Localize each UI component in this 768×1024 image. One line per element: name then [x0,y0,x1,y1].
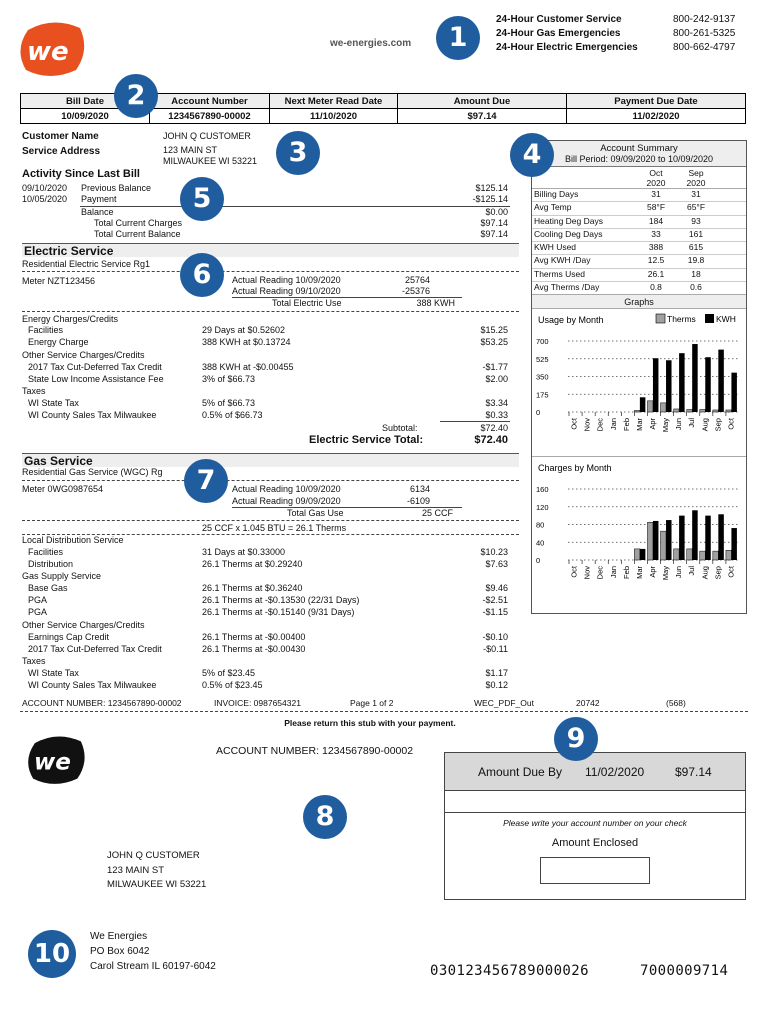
gas-conversion: 25 CCF x 1.045 BTU = 26.1 Therms [202,523,347,533]
account-summary-period: Bill Period: 09/09/2020 to 10/09/2020 [532,154,746,167]
bar-kwh [679,516,684,560]
summary-col2-year: 2020 [686,178,706,188]
bar-therms [634,549,639,560]
x-tick-label: Oct [569,566,579,579]
summary-row-v1: 26.1 [647,268,665,279]
payment-stub-box [444,752,746,900]
bill-date-value: 10/09/2020 [21,109,150,124]
activity-desc: Total Current Charges [94,218,183,228]
summary-row-v1: 31 [651,189,661,199]
subtotal-divider [440,421,510,422]
y-tick-label: 0 [536,556,541,566]
callout-badge-9: 9 [554,717,598,761]
activity-title: Activity Since Last Bill [22,168,140,180]
charge-desc: PGA [28,595,48,605]
customer-name: JOHN Q CUSTOMER [163,131,251,141]
stub-customer-street: 123 MAIN ST [107,865,165,876]
activity-amount: -$125.14 [472,194,508,204]
bar-kwh [653,521,658,560]
charge-amount: $2.00 [485,374,508,384]
customer-street: 123 MAIN ST [163,145,218,155]
customer-city: MILWAUKEE WI 53221 [163,156,258,166]
charge-amount: $1.17 [485,668,508,678]
amount-due-value: $97.14 [398,109,567,124]
gas-divider [22,480,519,481]
gas-meter: Meter 0WG0987654 [22,484,104,494]
bar-kwh [653,359,658,413]
summary-row-label: KWH Used [534,242,577,253]
bar-therms [713,410,718,412]
header-payment-due-date: Payment Due Date [567,94,746,109]
bar-therms [713,552,718,561]
activity-amount: $97.14 [480,218,508,228]
bar-kwh [692,511,697,561]
y-tick-label: 0 [536,408,541,418]
bar-therms [661,532,666,561]
x-tick-label: May [661,418,671,433]
stub-customer-name: JOHN Q CUSTOMER [107,850,200,861]
footer-account-number: ACCOUNT NUMBER: 1234567890-00002 [22,698,182,708]
legend-label-kwh: KWH [716,314,736,325]
summary-row-label: Billing Days [534,189,579,199]
activity-desc: Balance [81,207,114,217]
charge-desc: Earnings Cap Credit [28,632,110,642]
bar-kwh [640,549,645,560]
legend-label-therms: Therms [667,314,696,325]
x-tick-label: Oct [726,418,736,431]
gas-divider [22,520,519,521]
contact-label: 24-Hour Customer Service [496,14,622,25]
x-tick-label: Sep [713,418,723,432]
bar-kwh [731,373,736,412]
charge-detail: 5% of $23.45 [202,668,256,678]
electric-reading2-value: -25376 [401,286,430,296]
x-tick-label: Jun [674,418,684,431]
next-read-date-value: 11/10/2020 [270,109,398,124]
charge-detail: 388 KWH at -$0.00455 [202,362,294,372]
gas-reading1-label: Actual Reading 10/09/2020 [232,484,341,494]
y-tick-label: 120 [536,503,549,513]
activity-amount: $0.00 [485,207,508,217]
summary-row-v2: 161 [688,228,704,239]
x-tick-label: Aug [700,418,710,432]
x-tick-label: Mar [634,418,644,432]
charge-desc: Taxes [22,656,46,666]
x-tick-label: Oct [569,418,579,431]
y-tick-label: 525 [536,355,549,365]
service-address-label: Service Address [22,146,101,157]
charges-by-month-chart [532,457,746,605]
customer-name-label: Customer Name [22,131,99,142]
legend-swatch-therms [656,314,665,323]
stub-due-date: 11/02/2020 [585,765,645,779]
electric-total-label: Electric Service Total: [309,434,424,446]
charge-detail: 26.1 Therms at -$0.15140 (9/31 Days) [202,607,355,617]
charge-desc: Gas Supply Service [22,571,102,581]
stub-cut-line [20,711,748,712]
contact-phone: 800-261-5325 [673,28,736,39]
summary-row-label: Heating Deg Days [534,215,603,226]
contact-list [496,14,746,56]
chart-title: Charges by Month [538,463,612,474]
x-tick-label: Sep [713,566,723,580]
svg-text:we: we [33,749,71,776]
y-tick-label: 40 [536,538,545,548]
bar-therms [647,401,652,412]
x-tick-label: Jul [687,566,697,576]
payment-due-date-value: 11/02/2020 [567,109,746,124]
bar-kwh [731,528,736,560]
summary-rows [532,189,746,295]
charge-desc: Base Gas [28,583,68,593]
summary-row-v2: 0.6 [690,282,702,293]
bar-therms [634,411,639,413]
charge-detail: 0.5% of $23.45 [202,680,263,690]
y-tick-label: 350 [536,372,549,382]
summary-row-v1: 58°F [646,202,666,213]
header-amount-due: Amount Due [398,94,567,109]
y-tick-label: 80 [536,520,545,530]
footer-seq: (568) [666,698,686,708]
bar-therms [700,410,705,413]
charge-detail: 26.1 Therms at $0.36240 [202,583,303,593]
summary-row-v2: 615 [688,242,704,253]
summary-row-label: Avg KWH /Day [534,255,591,266]
x-tick-label: Jun [674,566,684,579]
charge-amount: $15.25 [480,325,508,335]
x-tick-label: Jul [687,418,697,428]
charge-amount: $7.63 [485,559,508,569]
electric-divider [22,271,519,272]
bar-therms [700,552,705,561]
electric-reading1-value: 25764 [404,275,430,285]
charge-amount: -$0.11 [483,644,508,654]
bar-therms [726,551,731,561]
bar-kwh [666,520,671,560]
charge-desc: PGA [28,607,48,617]
remit-box: PO Box 6042 [90,946,150,957]
charge-desc: State Low Income Assistance Fee [28,374,164,384]
electric-reading1-label: Actual Reading 10/09/2020 [232,275,341,285]
usage-by-month-chart [532,309,746,457]
we-energies-logo [18,20,88,76]
electric-rate: Residential Electric Service Rg1 [22,259,151,269]
summary-row-v1: 0.8 [650,282,662,293]
write-account-note: Please write your account number on your check [503,818,687,828]
summary-row-label: Avg Temp [534,202,572,213]
bar-kwh [705,516,710,560]
contact-phone: 800-242-9137 [673,14,736,25]
gas-rate: Residential Gas Service (WGC) Rg [22,467,163,477]
contact-label: 24-Hour Electric Emergencies [496,42,638,53]
activity-amount: $97.14 [480,229,508,239]
stub-customer-city: MILWAUKEE WI 53221 [107,879,207,890]
bar-therms [674,549,679,560]
charge-amount: -$1.77 [482,362,508,372]
electric-subtotal-value: $72.40 [480,423,508,433]
bar-kwh [705,358,710,413]
bar-kwh [718,515,723,561]
charge-desc: Other Service Charges/Credits [22,620,145,630]
electric-subtotal-label: Subtotal: [382,423,418,433]
bar-therms [661,403,666,412]
x-tick-label: Apr [648,566,657,579]
charge-detail: 388 KWH at $0.13724 [202,337,291,347]
x-tick-label: Oct [726,566,736,579]
x-tick-label: Jan [608,418,618,431]
header-account-number: Account Number [150,94,270,109]
scan-line-right: 7000009714 [640,963,729,979]
amount-enclosed-input[interactable] [540,857,650,884]
header-next-read-date: Next Meter Read Date [270,94,398,109]
activity-desc: Previous Balance [81,183,152,193]
summary-row-v1: 33 [651,228,661,239]
charge-desc: Taxes [22,386,46,396]
remit-name: We Energies [90,931,148,942]
charge-detail: 26.1 Therms at $0.29240 [202,559,303,569]
footer-invoice: INVOICE: 0987654321 [214,698,301,708]
activity-desc: Payment [81,194,117,204]
charge-amount: -$1.15 [482,607,508,617]
gas-reading2-label: Actual Reading 09/09/2020 [232,496,341,506]
summary-row-v2: 93 [691,215,701,226]
summary-row-v2: 65°F [686,202,706,213]
x-tick-label: Dec [595,566,605,580]
charge-desc: Distribution [28,559,74,569]
summary-row-v1: 184 [648,215,664,226]
bar-therms [687,410,692,413]
charge-detail: 29 Days at $0.52602 [202,325,286,335]
x-tick-label: Feb [621,418,631,432]
summary-row-v1: 388 [648,242,664,253]
charge-desc: WI County Sales Tax Milwaukee [28,680,157,690]
x-tick-label: Jan [608,566,618,579]
footer-page: Page 1 of 2 [350,698,394,708]
charge-detail: 26.1 Therms at -$0.13530 (22/31 Days) [202,595,360,605]
bar-therms [726,410,731,412]
charge-desc: Facilities [28,547,64,557]
amount-due-by-label: Amount Due By [478,765,563,779]
x-tick-label: May [661,566,671,581]
summary-row-v2: 19.8 [687,255,705,266]
charge-amount: $0.12 [485,680,508,690]
activity-date: 10/05/2020 [22,194,68,204]
scan-line-left: 030123456789000026 [430,963,589,979]
callout-badge-3: 3 [276,131,320,175]
summary-row-label: Therms Used [534,268,586,279]
activity-date: 09/10/2020 [22,183,68,193]
electric-use-value: 388 KWH [416,298,455,308]
gas-use-value: 25 CCF [421,508,453,518]
amount-enclosed-label: Amount Enclosed [551,837,639,849]
charge-desc: Energy Charge [28,337,89,347]
callout-badge-4: 4 [510,133,554,177]
x-tick-label: Aug [700,566,710,580]
callout-badge-7: 7 [184,459,228,503]
x-tick-label: Apr [648,418,657,431]
charge-desc: WI County Sales Tax Milwaukee [28,410,157,420]
summary-row-v2: 18 [691,268,701,279]
y-tick-label: 160 [536,485,549,495]
bar-therms [687,549,692,560]
charge-detail: 0.5% of $66.73 [202,410,263,420]
callout-badge-2: 2 [114,74,158,118]
return-stub-note: Please return this stub with your payment. [284,718,456,728]
charge-amount: $0.33 [485,410,508,420]
remit-city: Carol Stream IL 60197-6042 [90,961,216,972]
charge-amount: -$0.10 [482,632,508,642]
account-number-value: 1234567890-00002 [150,109,270,124]
gas-reading2-value: -6109 [406,496,430,506]
stub-amount: $97.14 [675,765,712,779]
x-tick-label: Mar [634,566,644,580]
account-summary-title: Account Summary [532,141,746,154]
summary-row-v2: 31 [691,189,701,199]
summary-row-label: Cooling Deg Days [534,228,603,239]
charge-desc: Local Distribution Service [22,535,124,545]
callout-badge-1: 1 [436,16,480,60]
charge-desc: 2017 Tax Cut-Deferred Tax Credit [28,644,162,654]
gas-section-title: Gas Service [22,453,519,467]
stub-account-number: ACCOUNT NUMBER: 1234567890-00002 [216,745,414,757]
y-tick-label: 700 [536,337,549,347]
summary-col2-month: Sep [688,168,704,178]
activity-amount: $125.14 [475,183,508,193]
legend-swatch-kwh [705,314,714,323]
bar-kwh [679,354,684,413]
summary-col1-month: Oct [649,168,663,178]
contact-label: 24-Hour Gas Emergencies [496,28,621,39]
summary-row-label: Avg Therms /Day [534,282,600,293]
charge-desc: WI State Tax [28,398,79,408]
bar-kwh [640,398,645,413]
callout-badge-10: 10 [28,930,76,978]
x-tick-label: Dec [595,418,605,432]
charge-amount: $3.34 [485,398,508,408]
callout-badge-5: 5 [180,177,224,221]
bar-therms [647,523,652,561]
activity-desc: Total Current Balance [94,229,181,239]
contact-phone: 800-662-4797 [673,42,736,53]
account-summary-panel [531,140,747,614]
header-bill-date: Bill Date [21,94,150,109]
gas-reading1-value: 6134 [409,484,430,494]
charge-desc: 2017 Tax Cut-Deferred Tax Credit [28,362,162,372]
callout-badge-8: 8 [303,795,347,839]
summary-row-v1: 12.5 [647,255,665,266]
charge-amount: $9.46 [485,583,508,593]
electric-reading2-label: Actual Reading 09/10/2020 [232,286,341,296]
charge-amount: -$2.51 [482,595,508,605]
charge-amount: $10.23 [480,547,508,557]
charge-desc: WI State Tax [28,668,79,678]
charge-detail: 5% of $66.73 [202,398,256,408]
bar-kwh [718,350,723,412]
charge-desc: Facilities [28,325,64,335]
charge-amount: $53.25 [480,337,508,347]
bar-kwh [692,344,697,412]
x-tick-label: Nov [582,418,592,432]
y-tick-label: 175 [536,390,549,400]
chart-title: Usage by Month [538,315,604,326]
charge-detail: 26.1 Therms at -$0.00400 [202,632,306,642]
summary-col1-year: 2020 [646,178,666,188]
website-label: we-energies.com [330,38,412,49]
charge-detail: 3% of $66.73 [202,374,256,384]
charge-detail: 31 Days at $0.33000 [202,547,286,557]
gas-use-label: Total Gas Use [287,508,344,518]
callout-badge-6: 6 [180,253,224,297]
electric-total-value: $72.40 [474,434,508,446]
footer-code: WEC_PDF_Out [474,698,534,708]
x-tick-label: Feb [621,566,631,580]
footer-num: 20742 [576,698,600,708]
electric-section-title: Electric Service [22,243,519,257]
svg-text:we: we [27,37,69,67]
graphs-label: Graphs [532,295,746,309]
bar-therms [674,409,679,412]
x-tick-label: Nov [582,566,592,580]
charge-detail: 26.1 Therms at -$0.00430 [202,644,306,654]
charge-desc: Energy Charges/Credits [22,314,119,324]
we-energies-logo-stub [26,734,88,786]
electric-divider [22,311,519,312]
electric-meter: Meter NZT123456 [22,276,96,286]
bar-kwh [666,361,671,413]
electric-use-label: Total Electric Use [272,298,342,308]
charge-desc: Other Service Charges/Credits [22,350,145,360]
